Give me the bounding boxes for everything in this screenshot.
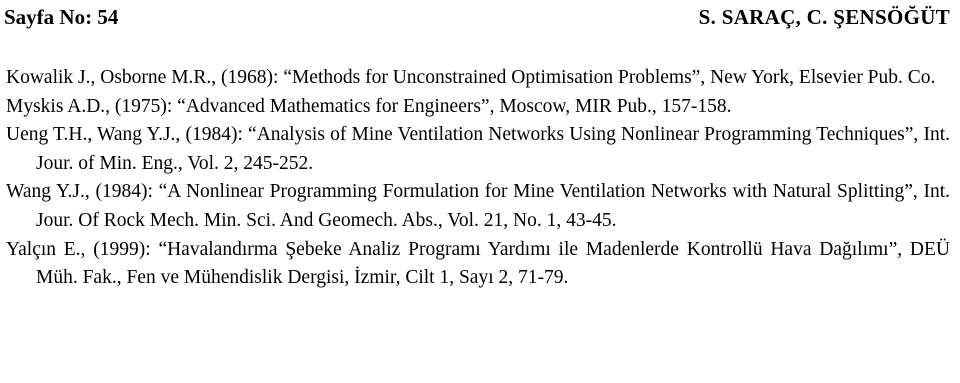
reference-entry: Wang Y.J., (1984): “A Nonlinear Programming Formulation for Mine Ventilation Networks with Natural Splitting”, Int. Jour. Of Rock Mech. Min. Sci. And Geomech. Abs., Vol. 21, No. 1, 43-45. <box>6 181 950 231</box>
reference-entry: Ueng T.H., Wang Y.J., (1984): “Analysis of Mine Ventilation Networks Using Nonlinear Programming Techniques”, Int. Jour. of Min. Eng., Vol. 2, 245-252. <box>6 124 950 174</box>
reference-entry: Yalçın E., (1999): “Havalandırma Şebeke Analiz Programı Yardımı ile Madenlerde Kontrollü Hava Dağılımı”, DEÜ Müh. Fak., Fen ve Mühendislik Dergisi, İzmir, Cilt 1, Sayı 2, 71-79. <box>6 238 950 289</box>
reference-entry: Myskis A.D., (1975): “Advanced Mathematics for Engineers”, Moscow, MIR Pub., 157-158. <box>6 95 732 117</box>
page-header <box>4 2 950 32</box>
reference-entry: Kowalik J., Osborne M.R., (1968): “Methods for Unconstrained Optimisation Problems”, New York, Elsevier Pub. Co. <box>6 67 936 88</box>
reference-list <box>6 64 950 293</box>
authors-header: S. SARAÇ, C. ŞENSÖĞÜT <box>698 5 950 29</box>
page-number-label: Sayfa No: 54 <box>4 5 119 29</box>
